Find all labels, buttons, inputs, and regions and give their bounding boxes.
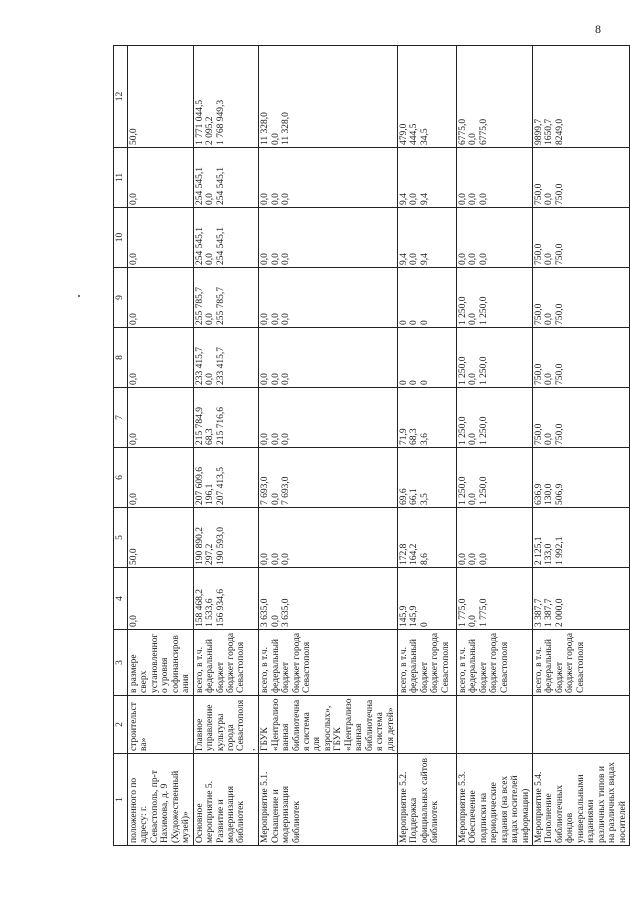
amount-cell: [128, 208, 194, 268]
amount-value: 0,0: [457, 253, 468, 265]
amount-value: 207 413,5: [215, 467, 226, 505]
funding-source-label: бюджет города Севастополя: [565, 632, 586, 693]
header-cell: 1: [114, 754, 128, 846]
amount-value: 2 095,2: [205, 116, 216, 145]
amount-value: 0,0: [409, 193, 420, 205]
amount-cell: [533, 328, 630, 388]
table-row: [259, 46, 398, 846]
amount-cell: [397, 328, 456, 388]
executor-cell: [533, 696, 630, 754]
scan-speck: [78, 295, 80, 297]
header-cell: 11: [114, 148, 128, 208]
amount-cell: [259, 508, 398, 568]
amount-cell: [193, 46, 259, 148]
amount-value: 207 609,6: [194, 467, 205, 505]
funding-source-label: федеральный бюджет: [409, 639, 430, 693]
amount-value: 1 768 949,3: [215, 99, 226, 145]
amount-value: 0,0: [270, 373, 281, 385]
amount-value: 750,0: [554, 363, 565, 385]
amount-value: 0,0: [281, 193, 292, 205]
funding-source-label: всего, в т.ч.: [457, 647, 468, 693]
rotated-table-container: [113, 46, 628, 846]
amount-value: 0,0: [468, 615, 479, 627]
amount-cell: [193, 448, 259, 508]
header-cell: 2: [114, 696, 128, 754]
amount-value: 0,0: [544, 193, 555, 205]
amount-value: 750,0: [534, 363, 544, 385]
amount-value: 0,0: [468, 433, 479, 445]
amount-cell: [128, 508, 194, 568]
amount-value: 190 890,2: [194, 527, 205, 565]
amount-cell: [397, 448, 456, 508]
amount-value: 1 533,6: [205, 598, 216, 627]
amount-cell: [533, 448, 630, 508]
amount-cell: [397, 148, 456, 208]
amount-value: 0,0: [270, 493, 281, 505]
executor-cell: Главное управление культуры города Севастополя,: [193, 696, 259, 754]
amount-value: 9,4: [419, 193, 430, 205]
amount-value: 1 775,0: [478, 598, 489, 627]
amount-value: 750,0: [534, 183, 544, 205]
header-cell: 4: [114, 568, 128, 630]
amount-value: 9,4: [419, 253, 430, 265]
funding-source-cell: [533, 630, 630, 696]
amount-value: 0,0: [478, 253, 489, 265]
amount-cell: [128, 448, 194, 508]
funding-source-label: всего, в т.ч.: [398, 647, 409, 693]
amount-value: 0,0: [129, 193, 139, 205]
amount-value: 215 784,9: [194, 407, 205, 445]
amount-value: 233 415,7: [215, 347, 226, 385]
amount-value: 0,0: [270, 313, 281, 325]
amount-value: 0,0: [129, 313, 139, 325]
amount-value: 750,0: [554, 303, 565, 325]
funding-source-label: бюджет города Севастополя: [489, 632, 510, 693]
amount-cell: [533, 388, 630, 448]
amount-cell: [533, 508, 630, 568]
amount-cell: [397, 388, 456, 448]
amount-value: 0,0: [270, 133, 281, 145]
amount-value: 3,5: [419, 493, 430, 505]
amount-value: 9,4: [398, 253, 409, 265]
amount-cell: [456, 448, 532, 508]
amount-value: 297,2: [205, 543, 216, 565]
amount-value: 1 250,0: [457, 296, 468, 325]
amount-value: 0,0: [260, 373, 271, 385]
amount-value: 254 545,1: [194, 227, 205, 265]
funding-source-label: бюджет города Севастополя: [430, 632, 451, 693]
amount-value: 0,0: [457, 553, 468, 565]
amount-value: 0: [419, 320, 430, 325]
amount-cell: [193, 388, 259, 448]
amount-cell: [456, 208, 532, 268]
amount-cell: [259, 268, 398, 328]
amount-value: 0,0: [468, 493, 479, 505]
amount-value: 506,9: [554, 483, 565, 505]
amount-value: 750,0: [554, 423, 565, 445]
amount-value: 0,0: [468, 553, 479, 565]
amount-cell: [128, 46, 194, 148]
executor-cell: ГБУК «Централизованная библиотечная система для взрослых», ГБУК «Централизованная библиотечная система для детей»: [259, 696, 398, 754]
amount-value: 479,0: [398, 123, 409, 145]
executor-cell: строительства»: [128, 696, 194, 754]
rotated-table-wrapper: [113, 46, 628, 846]
amount-value: 750,0: [534, 423, 544, 445]
executor-cell: [456, 696, 532, 754]
amount-cell: [456, 508, 532, 568]
funding-source-label: федеральный бюджет: [270, 639, 292, 693]
amount-value: 0,0: [468, 313, 479, 325]
amount-cell: [456, 328, 532, 388]
amount-value: 164,2: [409, 543, 420, 565]
amount-value: 0,0: [468, 133, 479, 145]
amount-cell: [128, 268, 194, 328]
funding-source-label: в размере сверх установленного уровня софинансирования: [129, 633, 192, 693]
amount-cell: [128, 568, 194, 630]
amount-value: 0: [398, 380, 409, 385]
header-cell: 6: [114, 448, 128, 508]
amount-value: 0,0: [270, 615, 281, 627]
amount-value: 66,1: [409, 488, 420, 505]
header-cell: 9: [114, 268, 128, 328]
amount-value: 0,0: [205, 253, 216, 265]
table-header-row: [114, 46, 128, 846]
amount-value: 0,0: [478, 193, 489, 205]
amount-value: 0: [419, 622, 430, 627]
amount-cell: [533, 46, 630, 148]
amount-cell: [456, 148, 532, 208]
amount-value: 8,6: [419, 553, 430, 565]
amount-cell: [259, 388, 398, 448]
amount-value: 255 785,7: [194, 287, 205, 325]
amount-value: 1 387,7: [544, 598, 555, 627]
table-row: [397, 46, 456, 846]
amount-value: 0,0: [260, 313, 271, 325]
amount-value: 3 635,0: [260, 598, 271, 627]
amount-value: 0,0: [544, 373, 555, 385]
amount-value: 233 415,7: [194, 347, 205, 385]
funding-source-label: всего, в т.ч.: [194, 647, 205, 693]
amount-value: 6775,0: [478, 118, 489, 145]
amount-cell: [397, 208, 456, 268]
amount-value: 69,6: [398, 488, 409, 505]
amount-value: 0,0: [270, 193, 281, 205]
amount-value: 0: [398, 320, 409, 325]
funding-source-cell: [259, 630, 398, 696]
header-cell: 7: [114, 388, 128, 448]
funding-source-cell: [456, 630, 532, 696]
amount-value: 3 387,7: [534, 598, 544, 627]
amount-value: 0,0: [129, 433, 139, 445]
amount-value: 0,0: [260, 433, 271, 445]
funding-source-label: бюджет города Севастополя: [225, 632, 247, 693]
amount-value: 750,0: [534, 243, 544, 265]
amount-value: 190 593,0: [215, 527, 226, 565]
amount-value: 0,0: [205, 193, 216, 205]
amount-value: 254 545,1: [194, 167, 205, 205]
amount-cell: [128, 328, 194, 388]
amount-cell: [533, 268, 630, 328]
amount-value: 0,0: [129, 253, 139, 265]
funding-source-label: федеральный бюджет: [544, 639, 565, 693]
table-row: [533, 46, 630, 846]
amount-value: 1 992,1: [554, 536, 565, 565]
amount-value: 0,0: [270, 553, 281, 565]
amount-cell: [456, 46, 532, 148]
amount-cell: [193, 328, 259, 388]
amount-value: 0,0: [281, 313, 292, 325]
amount-value: 9,4: [398, 193, 409, 205]
amount-value: 71,9: [398, 428, 409, 445]
amount-value: 0,0: [205, 313, 216, 325]
amount-value: 50,0: [129, 548, 139, 565]
amount-value: 0,0: [544, 433, 555, 445]
amount-value: 145,9: [409, 605, 420, 627]
amount-cell: [397, 508, 456, 568]
amount-value: 8249,0: [554, 118, 565, 145]
amount-value: 254 545,1: [215, 167, 226, 205]
amount-value: 0,0: [478, 553, 489, 565]
header-cell: 10: [114, 208, 128, 268]
amount-value: 215 716,6: [215, 407, 226, 445]
amount-value: 1 250,0: [478, 356, 489, 385]
amount-value: 50,0: [129, 128, 139, 145]
amount-value: 196,1: [205, 483, 216, 505]
amount-value: 0,0: [468, 253, 479, 265]
amount-value: 2 125,1: [534, 536, 544, 565]
amount-value: 750,0: [554, 183, 565, 205]
amount-cell: [193, 508, 259, 568]
amount-value: 750,0: [534, 303, 544, 325]
amount-value: 130,0: [544, 483, 555, 505]
amount-value: 172,8: [398, 543, 409, 565]
amount-cell: [533, 568, 630, 630]
amount-value: 1 771 044,5: [194, 99, 205, 145]
amount-cell: [193, 148, 259, 208]
amount-value: 145,9: [398, 605, 409, 627]
budget-table: [113, 45, 630, 846]
activity-name-cell: Мероприятие 5.3. Обеспечение подписки на периодические издания (на всех видах носителей информации): [456, 754, 532, 846]
amount-value: 0,0: [270, 253, 281, 265]
amount-value: 7 693,0: [260, 476, 271, 505]
amount-value: 1 250,0: [478, 296, 489, 325]
amount-value: 0,0: [281, 253, 292, 265]
page-number: 8: [595, 22, 601, 36]
amount-value: 133,0: [544, 543, 555, 565]
amount-value: 254 545,1: [215, 227, 226, 265]
amount-cell: [259, 568, 398, 630]
amount-cell: [193, 268, 259, 328]
amount-cell: [259, 448, 398, 508]
header-cell: 12: [114, 46, 128, 148]
amount-value: 0: [419, 380, 430, 385]
amount-value: 0: [409, 380, 420, 385]
amount-value: 1650,7: [544, 118, 555, 145]
amount-value: 0,0: [260, 193, 271, 205]
activity-name-cell: положенного по адресу: г. Севастополь, пр-т Нахимова, д. 9 (Художественный музей)»: [128, 754, 194, 846]
amount-value: 750,0: [554, 243, 565, 265]
header-cell: 3: [114, 630, 128, 696]
header-cell: 5: [114, 508, 128, 568]
amount-value: 7 693,0: [281, 476, 292, 505]
amount-cell: [259, 328, 398, 388]
amount-cell: [456, 568, 532, 630]
amount-value: 0,0: [205, 373, 216, 385]
amount-value: 1 250,0: [478, 476, 489, 505]
amount-value: 34,5: [419, 128, 430, 145]
amount-value: 1 250,0: [478, 416, 489, 445]
activity-name-cell: Мероприятие 5.2. Поддержка официальных сайтов библиотек: [397, 754, 456, 846]
activity-name-cell: Мероприятие 5.1. Оснащение и модернизация библиотек: [259, 754, 398, 846]
amount-value: 2 000,0: [554, 598, 565, 627]
amount-value: 3,6: [419, 433, 430, 445]
amount-value: 158 468,2: [194, 589, 205, 627]
amount-cell: [193, 208, 259, 268]
amount-value: 6775,0: [457, 118, 468, 145]
amount-cell: [456, 268, 532, 328]
amount-cell: [259, 46, 398, 148]
amount-value: 0,0: [281, 433, 292, 445]
amount-value: 0,0: [270, 433, 281, 445]
amount-value: 0,0: [409, 253, 420, 265]
amount-value: 0,0: [129, 373, 139, 385]
amount-cell: [397, 268, 456, 328]
amount-value: 11 328,0: [281, 112, 292, 145]
funding-source-label: бюджет города Севастополя: [291, 632, 312, 693]
amount-value: 0,0: [129, 615, 139, 627]
amount-cell: [456, 388, 532, 448]
amount-value: 0,0: [468, 373, 479, 385]
amount-value: 1 250,0: [457, 416, 468, 445]
header-cell: 8: [114, 328, 128, 388]
table-row: [456, 46, 532, 846]
amount-cell: [259, 148, 398, 208]
amount-value: 0,0: [281, 553, 292, 565]
amount-cell: [397, 46, 456, 148]
funding-source-label: федеральный бюджет: [468, 639, 489, 693]
amount-value: 0,0: [457, 193, 468, 205]
table-row: [193, 46, 259, 846]
funding-source-cell: [397, 630, 456, 696]
amount-value: 0,0: [260, 553, 271, 565]
amount-value: 444,5: [409, 123, 420, 145]
activity-name-cell: Мероприятие 5.4. Пополнение библиотечных фондов универсальными изданиями различных типов и на различных видах носителей: [533, 754, 630, 846]
amount-cell: [193, 568, 259, 630]
amount-value: 9899,7: [534, 118, 544, 145]
amount-value: 0,0: [468, 193, 479, 205]
amount-value: 156 934,6: [215, 589, 226, 627]
amount-value: 1 250,0: [457, 356, 468, 385]
amount-cell: [533, 208, 630, 268]
funding-source-cell: [193, 630, 259, 696]
amount-value: 0,0: [129, 493, 139, 505]
funding-source-label: федеральный бюджет: [205, 639, 226, 693]
table-row: [128, 46, 194, 846]
amount-value: 1 250,0: [457, 476, 468, 505]
amount-value: 68,3: [409, 428, 420, 445]
activity-name-cell: Основное мероприятие 5. Развитие и модернизация библиотек: [193, 754, 259, 846]
amount-cell: [128, 148, 194, 208]
amount-cell: [533, 148, 630, 208]
funding-source-cell: [128, 630, 194, 696]
executor-cell: [397, 696, 456, 754]
amount-value: 68,3: [205, 428, 216, 445]
amount-cell: [397, 568, 456, 630]
funding-source-label: всего, в т.ч.: [260, 647, 271, 693]
amount-value: 0,0: [281, 373, 292, 385]
amount-value: 0,0: [544, 313, 555, 325]
amount-value: 11 328,0: [260, 112, 271, 145]
amount-value: 636,9: [534, 483, 544, 505]
amount-cell: [259, 208, 398, 268]
amount-value: 0,0: [544, 253, 555, 265]
amount-cell: [128, 388, 194, 448]
funding-source-label: всего, в т.ч.: [534, 647, 544, 693]
amount-value: 0: [409, 320, 420, 325]
amount-value: 0,0: [260, 253, 271, 265]
amount-value: 1 775,0: [457, 598, 468, 627]
amount-value: 3 635,0: [281, 598, 292, 627]
amount-value: 255 785,7: [215, 287, 226, 325]
